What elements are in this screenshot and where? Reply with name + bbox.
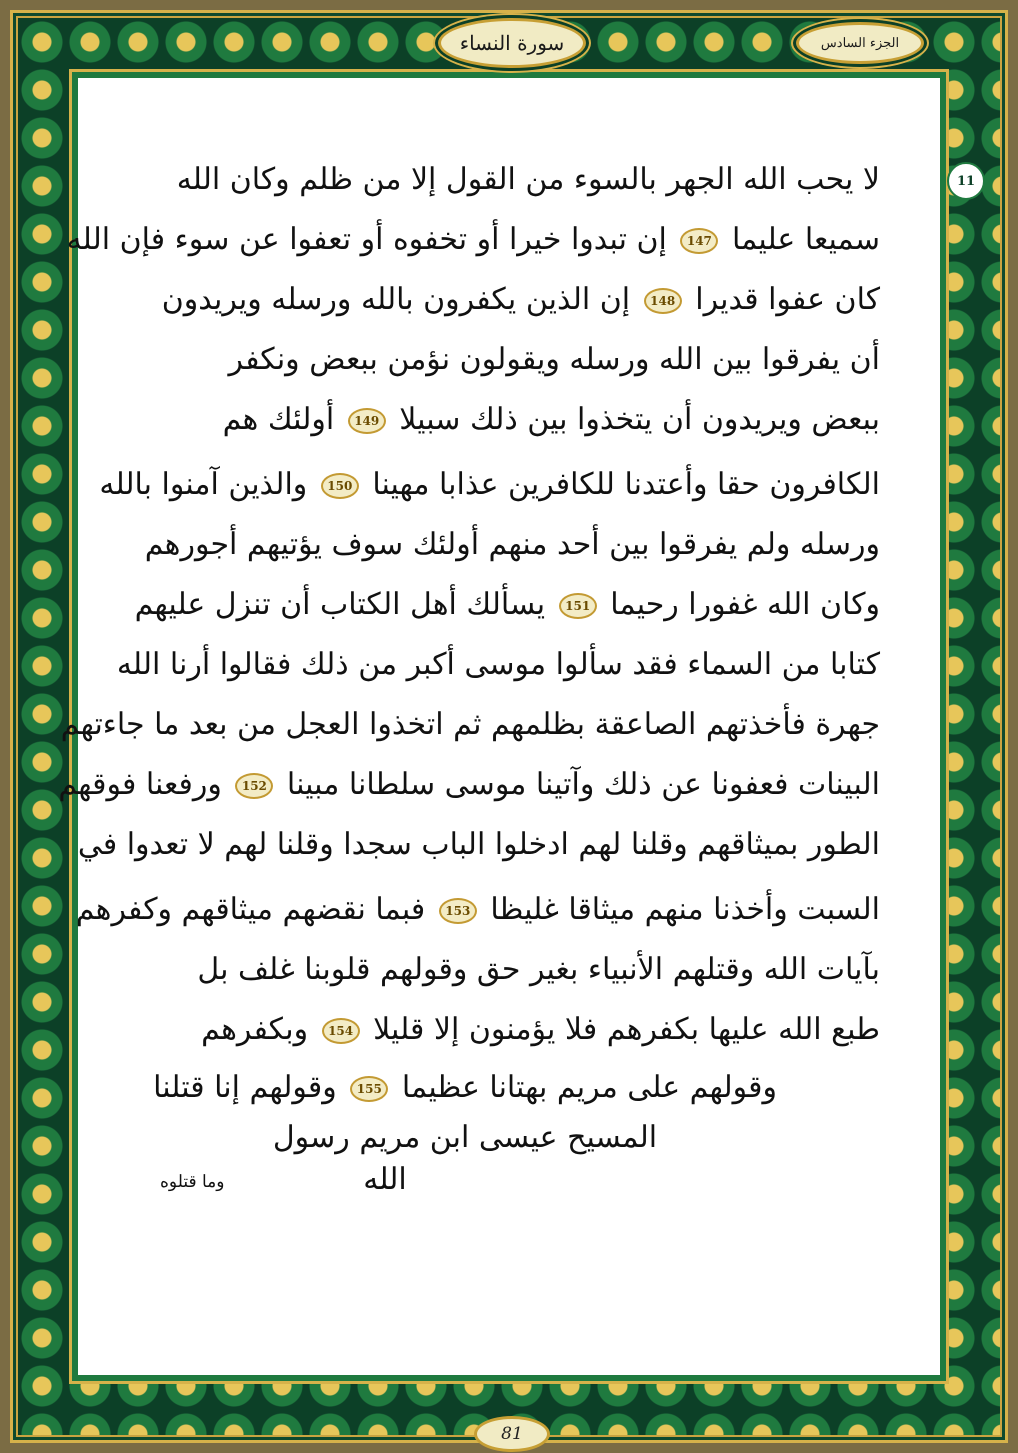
surah-title: سورة النساء — [438, 18, 586, 68]
verse-text: سميعا عليما — [731, 222, 880, 257]
verse-text: الطور بميثاقهم وقلنا لهم ادخلوا الباب سجدا وقلنا لهم لا تعدوا في — [77, 827, 880, 862]
ayah-number-icon: 155 — [350, 1076, 388, 1102]
ayah-number-icon: 151 — [559, 593, 597, 619]
verse-text: الكافرون حقا وأعتدنا للكافرين عذابا مهينا — [372, 467, 880, 502]
verse-text: أن يفرقوا بين الله ورسله ويقولون نؤمن ببعض ونكفر — [228, 342, 880, 377]
verse-text: البينات فعفونا عن ذلك وآتينا موسى سلطانا مبينا — [286, 767, 880, 802]
hizb-marker-icon: 11 — [947, 162, 985, 200]
verse-text: ببعض ويريدون أن يتخذوا بين ذلك سبيلا — [399, 402, 880, 437]
verse-text: إن الذين يكفرون بالله ورسله ويريدون — [161, 282, 631, 317]
verse-text: طبع الله عليها بكفرهم فلا يؤمنون إلا قليلا — [373, 1012, 880, 1047]
verse-text: كتابا من السماء فقد سألوا موسى أكبر من ذلك فقالوا أرنا الله — [116, 647, 880, 682]
verse-line — [110, 1000, 880, 1060]
verse-line — [110, 940, 880, 1000]
verse-line — [110, 515, 880, 575]
verse-line — [110, 575, 880, 635]
ayah-number-icon: 149 — [348, 408, 386, 434]
verse-text: ورسله ولم يفرقوا بين أحد منهم أولئك سوف يؤتيهم أجورهم — [144, 527, 880, 562]
verse-text: الله — [363, 1162, 407, 1197]
juz-label: الجزء السادس — [796, 22, 924, 64]
verse-text: يسألك أهل الكتاب أن تنزل عليهم — [134, 587, 546, 622]
verse-line — [60, 695, 880, 755]
ayah-number-icon: 153 — [439, 898, 477, 924]
ayah-number-icon: 154 — [322, 1018, 360, 1044]
verse-text: وبكفرهم — [201, 1012, 309, 1047]
verse-text: السبت وأخذنا منهم ميثاقا غليظا — [490, 892, 880, 927]
verse-text: فبما نقضهم ميثاقهم وكفرهم — [75, 892, 426, 927]
verse-line — [110, 270, 880, 330]
verse-text: جهرة فأخذتهم الصاعقة بظلمهم ثم اتخذوا العجل من بعد ما جاءتهم — [60, 707, 880, 742]
verse-text: بآيات الله وقتلهم الأنبياء بغير حق وقولهم قلوبنا غلف بل — [197, 952, 880, 987]
verse-line — [77, 815, 880, 875]
verse-line — [110, 390, 880, 450]
verse-line — [110, 635, 880, 695]
verse-line — [99, 455, 880, 515]
ayah-number-icon: 147 — [680, 228, 718, 254]
verse-text: والذين آمنوا بالله — [99, 467, 308, 502]
ayah-number-icon: 152 — [235, 773, 273, 799]
verse-text: لا يحب الله الجهر بالسوء من القول إلا من ظلم وكان الله — [176, 162, 880, 197]
verse-text: ورفعنا فوقهم — [58, 767, 222, 802]
page-number: 81 — [474, 1416, 550, 1452]
verse-line — [110, 150, 880, 210]
verse-text: إن تبدوا خيرا أو تخفوه أو تعفوا عن سوء فإن الله — [66, 222, 667, 257]
verse-text: أولئك هم — [222, 402, 335, 437]
verse-text: المسيح عيسى ابن مريم رسول — [272, 1120, 658, 1155]
ayah-number-icon: 148 — [644, 288, 682, 314]
verse-line — [58, 755, 880, 815]
verse-line — [75, 880, 880, 940]
verse-text: وقولهم على مريم بهتانا عظيما — [401, 1070, 777, 1105]
verse-line — [110, 330, 880, 390]
verse-text: وكان الله غفورا رحيما — [610, 587, 880, 622]
verse-text: وقولهم إنا قتلنا — [153, 1070, 337, 1105]
verse-text: كان عفوا قديرا — [695, 282, 880, 317]
verse-line — [110, 1150, 880, 1210]
ayah-number-icon: 150 — [321, 473, 359, 499]
verse-line — [66, 210, 880, 270]
catchword: وما قتلوه — [160, 1172, 225, 1192]
